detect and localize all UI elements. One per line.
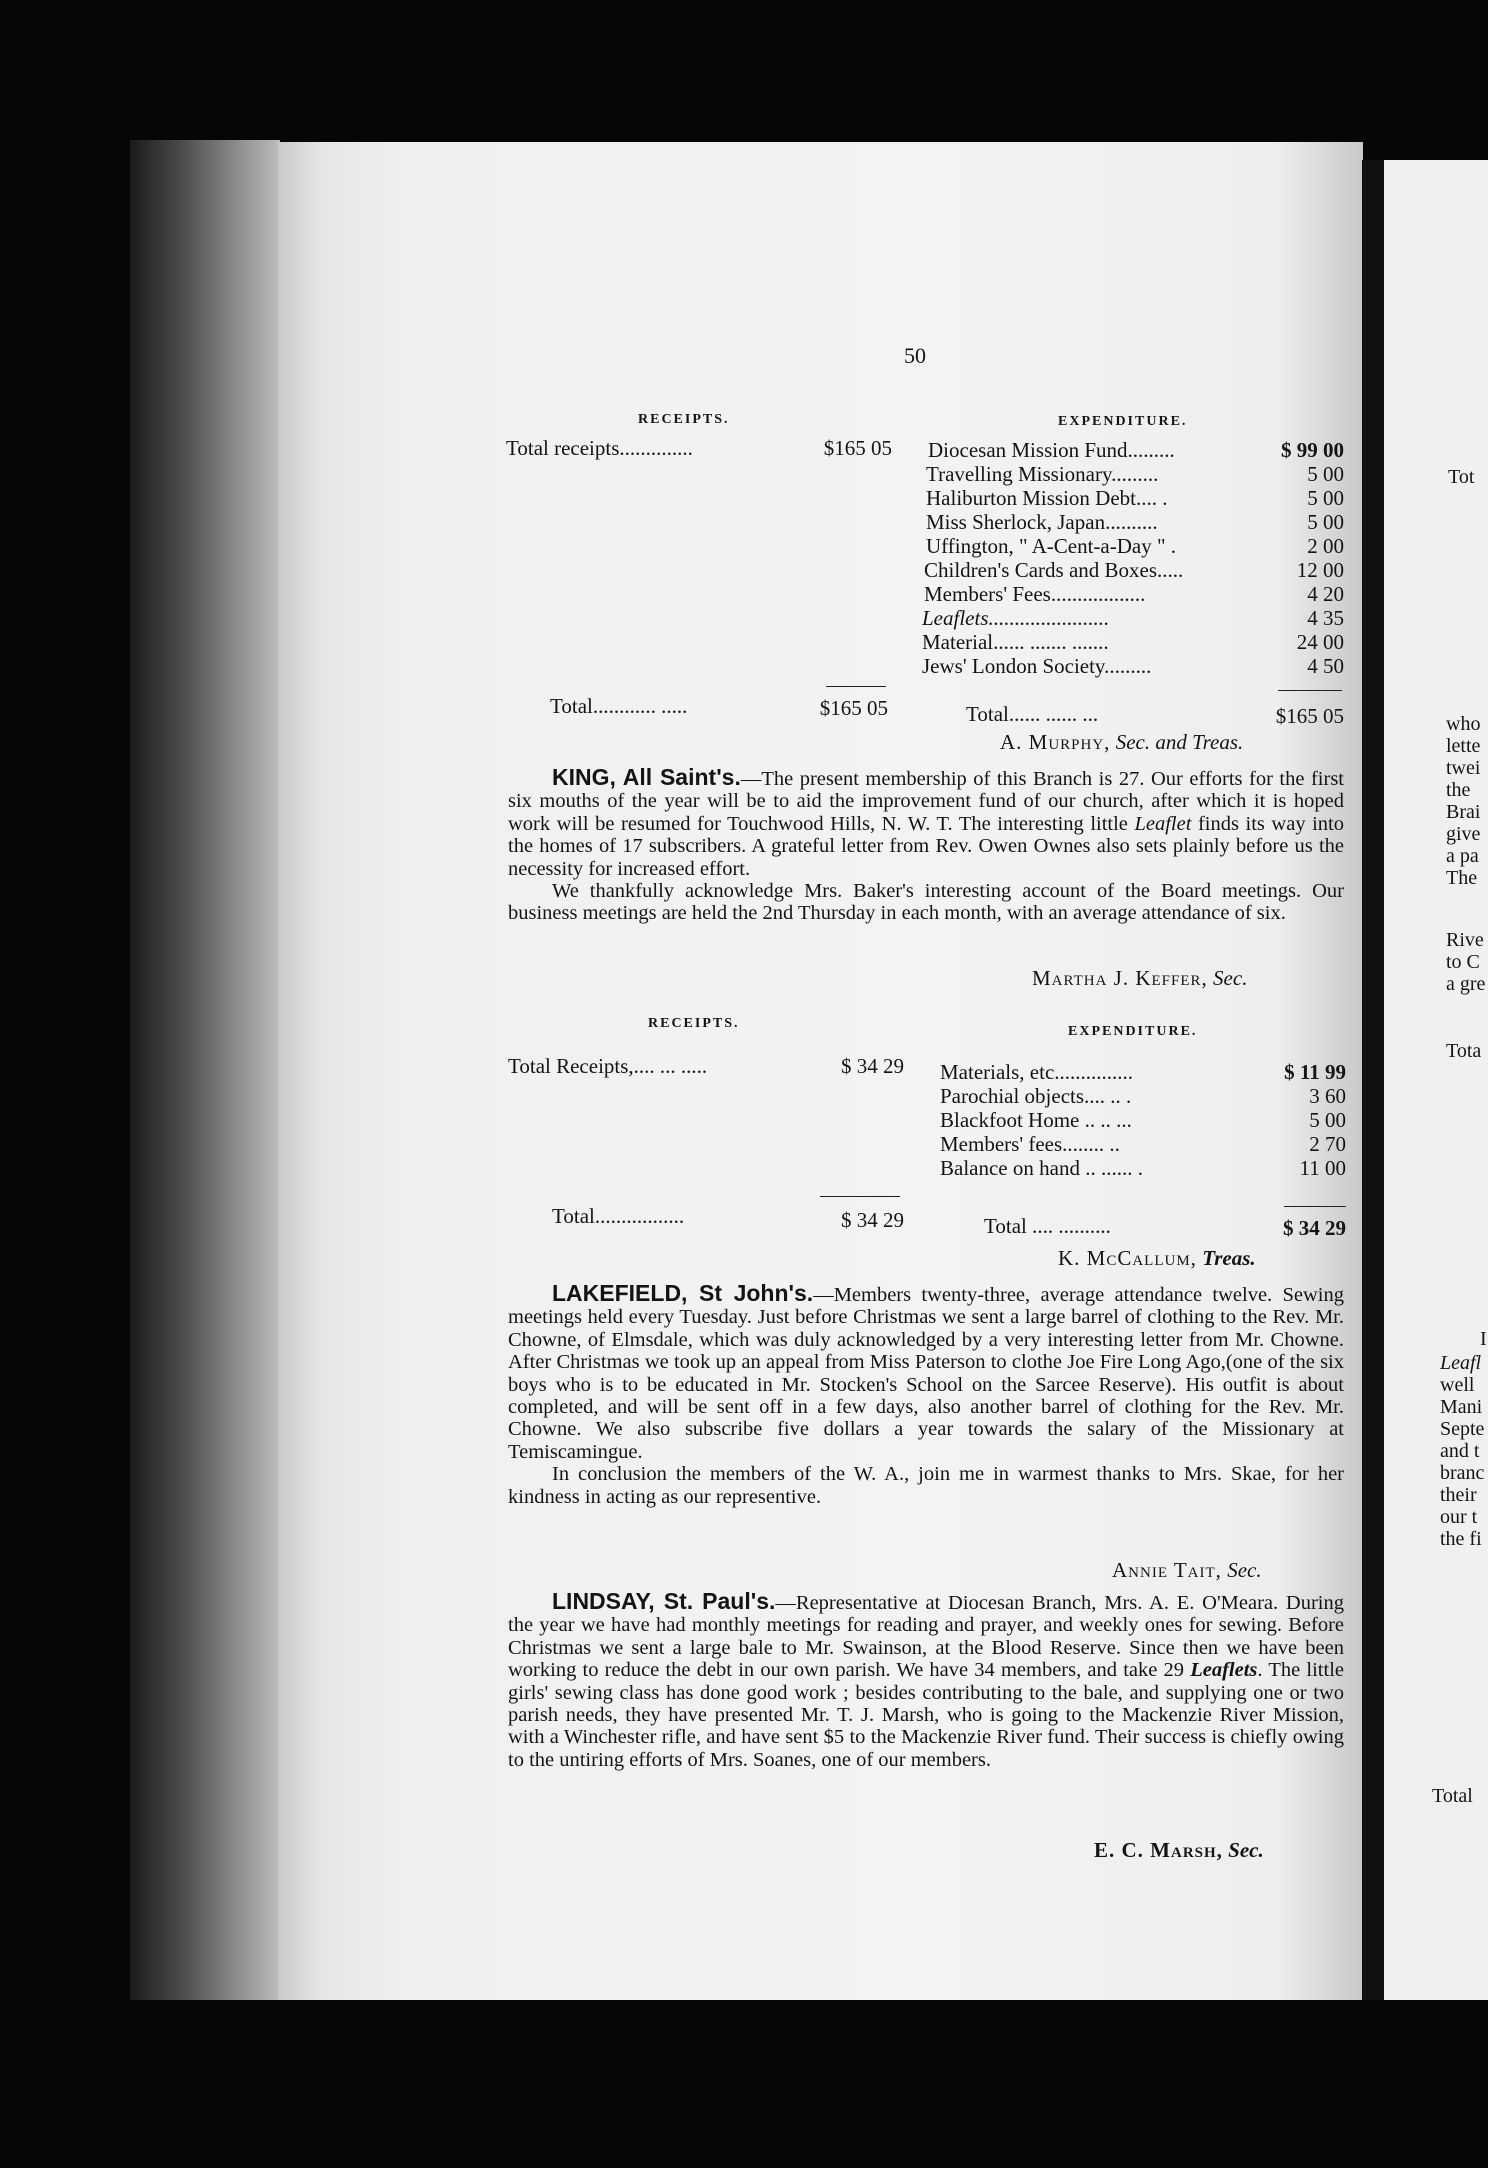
signature-title: Sec. [1213,966,1248,990]
expenditure-amount: 5 00 [1309,1108,1346,1132]
facing-fragment: branc [1440,1462,1485,1484]
scan-border [130,2000,1488,2168]
expenditure-item: Travelling Missionary......... [926,462,1159,486]
total-receipts-label: Total................. [552,1204,685,1228]
expenditure-item: Members' fees........ .. [940,1132,1120,1156]
facing-fragment: the fi [1440,1528,1482,1550]
expenditure-amount: 5 00 [1307,486,1344,510]
expenditure-amount: 2 00 [1307,534,1344,558]
king-text: —The present membership of this Branch is 27. Our efforts for the first six mouths of the year will be to aid the improvement fund of our church, after which it is hoped work will be resumed for Touchwood Hills, N. W. T. The interesting little [508,768,1344,835]
facing-fragment: Rive [1446,929,1484,951]
expenditure-item: Material...... ....... ....... [922,630,1109,654]
receipts-line-label: Total Receipts,.... ... ..... [508,1054,708,1078]
book-gutter [1362,160,1384,2000]
signature-name: K. McCallum, [1058,1246,1197,1270]
sum-rule [1278,690,1342,691]
signature-title: Sec. [1227,1558,1262,1582]
lindsay-section [508,1590,1344,1771]
receipts-line-amount: $ 34 29 [841,1054,904,1078]
total-receipts-amount: $ 34 29 [841,1208,904,1232]
expenditure-amount: 5 00 [1307,462,1344,486]
expenditure-item: Haliburton Mission Debt.... . [926,486,1168,510]
lindsay-text: —Representative at Diocesan Branch, Mrs. A. E. O'Meara. During the year we have had monthly meetings for reading and prayer, and weekly ones for sewing. Before Christmas we sent a large bale to Mr. Swainson, at the Blood Reserve. Since then we have been working to reduce the debt in our own parish. We have 34 members, and take 29 [508,1592,1344,1682]
receipts-line-label: Total receipts.............. [506,436,693,460]
expenditure-amount: 12 00 [1296,558,1344,582]
facing-fragment: Tota [1446,1040,1482,1062]
expenditure-item: Diocesan Mission Fund......... [928,438,1175,462]
facing-fragment: their [1440,1484,1477,1506]
expenditure-item: Uffington, " A-Cent-a-Day " . [926,534,1177,558]
section-heading: KING, All Saint's. [552,764,741,790]
signature-title: Sec. [1228,1838,1264,1862]
facing-fragment: give [1446,823,1481,845]
facing-fragment: Total [1432,1785,1473,1807]
lakefield-text: —Members twenty-three, average attendance twelve. Sewing meetings held every Tuesday. Just before Christmas we sent a large barrel of clothing to the Rev. Mr. Chowne, of Elmsdale, which was duly acknowledged by a very interesting letter from Mr. Chowne. After Christmas we took up an appeal from Miss Paterson to clothe Joe Fire Long Ago,(one of the six boys who is to be educated in Mr. Stocken's School on the Sarcee Reserve). His outfit is about completed, and will be sent off in a few days, also another barrel of clothing for the Rev. Mr. Chowne. We also subscribe five dollars a year towards the salary of the Missionary at Temiscamingue. [508,1284,1344,1463]
total-receipts-amount: $165 05 [819,696,888,720]
total-expenditure-amount: $165 05 [1275,704,1344,728]
facing-fragment: a gre [1446,973,1486,995]
facing-fragment: twei [1446,757,1481,779]
expenditure-amount: 3 60 [1309,1084,1346,1108]
facing-fragment: Septe [1440,1418,1485,1440]
expenditure-item: Members' Fees.................. [924,582,1146,606]
facing-fragment: and t [1440,1440,1480,1462]
expenditure-item: Blackfoot Home .. .. ... [940,1108,1132,1132]
facing-fragment: Tot [1448,466,1475,488]
king-para-2: We thankfully acknowledge Mrs. Baker's interesting account of the Board meetings. Our business meetings are held the 2nd Thursday in each month, with an average attendance of six. [508,880,1344,925]
king-section [508,766,1344,925]
page-number: 50 [904,343,926,368]
lakefield-section [508,1282,1344,1508]
facing-fragment: lette [1446,735,1481,757]
receipts-label: RECEIPTS. [638,412,730,427]
expenditure-item: Children's Cards and Boxes..... [924,558,1184,582]
section-heading: LAKEFIELD, St John's. [552,1280,814,1306]
expenditure-label: EXPENDITURE. [1068,1024,1198,1039]
leaflet-italic: Leaflet [1134,812,1192,835]
facing-fragment: to C [1446,951,1480,973]
total-expenditure-label: Total...... ...... ... [966,702,1099,726]
facing-fragment: Brai [1446,801,1481,823]
king-text-cont: finds its way into the homes of 17 subscribers. A grateful letter from Rev. Owen Ownes also sets plainly before us the necessity for increased effort. [508,812,1345,880]
facing-fragment: a pa [1446,845,1479,867]
facing-fragment: Leafl [1440,1352,1482,1374]
expenditure-label: EXPENDITURE. [1058,414,1188,429]
signature-title: Sec. and Treas. [1115,730,1244,754]
expenditure-item: Jews' London Society......... [922,654,1152,678]
facing-fragment: well [1440,1374,1475,1396]
signature-title: Treas. [1202,1246,1256,1270]
receipts-label: RECEIPTS. [648,1016,740,1031]
facing-fragment: who [1446,713,1481,735]
expenditure-item: Balance on hand .. ...... . [940,1156,1143,1180]
expenditure-amount: $ 11 99 [1284,1060,1346,1084]
signature [1000,730,1243,754]
king-signature [1032,966,1247,990]
expenditure-amount: 2 70 [1309,1132,1346,1156]
signature [1058,1246,1256,1270]
facing-fragment: our t [1440,1506,1478,1528]
signature-name: E. C. Marsh, [1094,1838,1223,1862]
total-receipts-label: Total............ ..... [550,694,688,718]
signature-name: Annie Tait, [1112,1558,1222,1582]
facing-fragment: I [1480,1328,1487,1350]
expenditure-item: Leaflets....................... [922,606,1110,630]
sum-rule [820,1196,900,1197]
sum-rule [826,686,886,687]
lindsay-text-cont: . The little girls' sewing class has done good work ; besides contributing to the bale, and supplying one or two parish needs, they have presented Mr. T. J. Marsh, who is going to the Mackenzie River Mission, with a Winchester rifle, and have sent $5 to the Mackenzie River fund. Their success is chiefly owing to the untiring efforts of Mrs. Soanes, one of our members. [508,1659,1344,1771]
facing-fragment: The [1446,867,1478,889]
lakefield-para-2: In conclusion the members of the W. A., join me in warmest thanks to Mrs. Skae, for her kindness in acting as our representive. [508,1463,1344,1508]
expenditure-item: Materials, etc............... [940,1060,1134,1084]
section-heading: LINDSAY, St. Paul's. [552,1588,776,1614]
expenditure-item: Miss Sherlock, Japan.......... [926,510,1158,534]
total-expenditure-amount: $ 34 29 [1283,1216,1346,1240]
total-expenditure-label: Total .... .......... [984,1214,1111,1238]
expenditure-amount: 11 00 [1299,1156,1346,1180]
sum-rule [1284,1206,1346,1207]
lindsay-signature [1094,1838,1264,1862]
signature-name: Martha J. Keffer, [1032,966,1208,990]
expenditure-amount: 4 35 [1307,606,1344,630]
expenditure-item: Parochial objects.... .. . [940,1084,1132,1108]
page-edge-shadow [130,140,280,2000]
signature-name: A. Murphy, [1000,730,1111,754]
expenditure-amount: 5 00 [1307,510,1344,534]
expenditure-amount: 4 20 [1307,582,1344,606]
expenditure-amount: $ 99 00 [1281,438,1344,462]
expenditure-amount: 4 50 [1307,654,1344,678]
expenditure-amount: 24 00 [1296,630,1344,654]
facing-fragment: the [1446,779,1471,801]
receipts-line-amount: $165 05 [823,436,892,460]
lakefield-signature [1112,1558,1262,1582]
facing-page-edge [1384,160,1488,2000]
leaflets-italic: Leaflets [1190,1659,1258,1682]
facing-fragment: Mani [1440,1396,1483,1418]
